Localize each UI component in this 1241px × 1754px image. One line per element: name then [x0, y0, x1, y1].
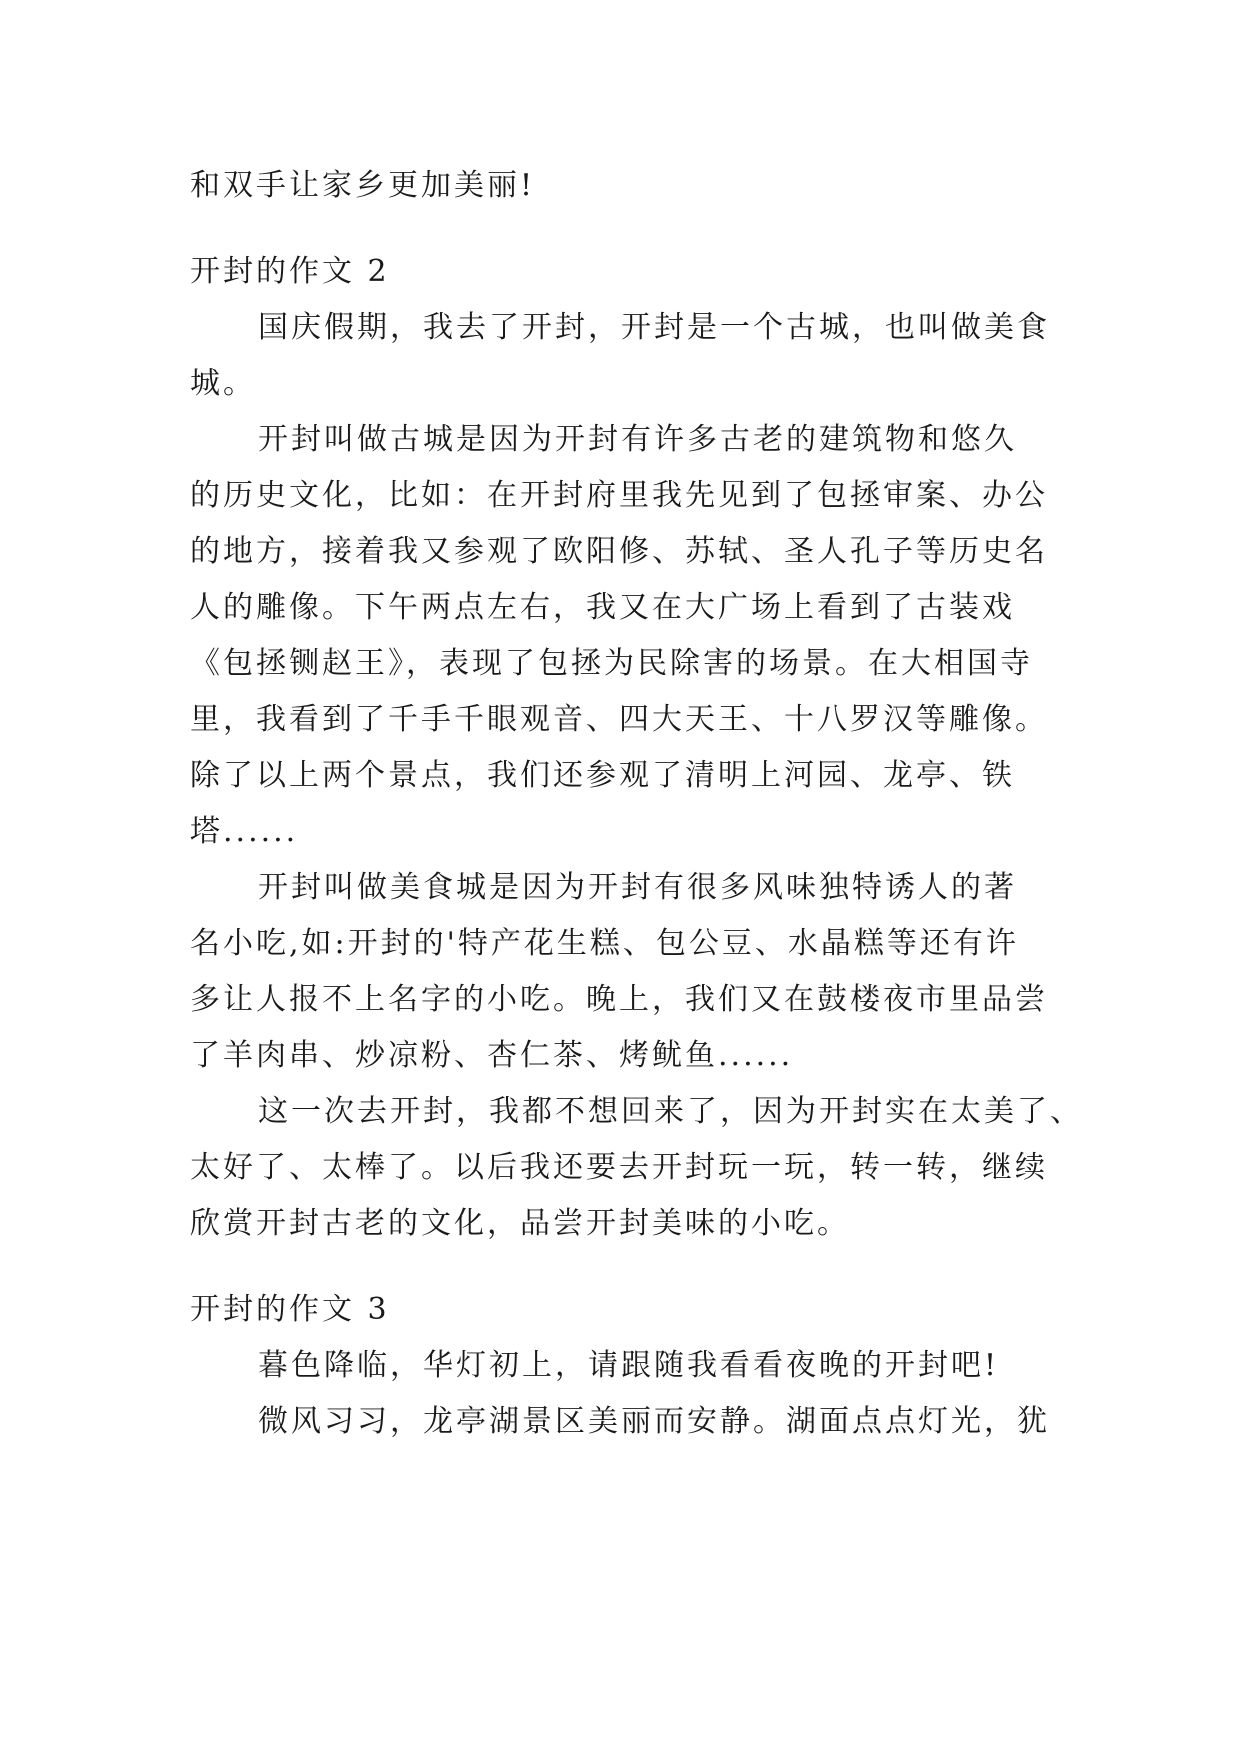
paragraph-line: 人的雕像。下午两点左右，我又在大广场上看到了古装戏	[190, 590, 1015, 625]
paragraph-line: 里，我看到了千手千眼观音、四大天王、十八罗汉等雕像。	[190, 702, 1048, 737]
section-heading: 开封的作文 3	[190, 1292, 390, 1327]
paragraph-line: 这一次去开封，我都不想回来了，因为开封实在太美了、	[258, 1094, 1083, 1129]
paragraph-line: 塔......	[190, 814, 299, 849]
text-line: 和双手让家乡更加美丽!	[190, 168, 536, 203]
paragraph-line: 名小吃,如:开封的'特产花生糕、包公豆、水晶糕等还有许	[190, 926, 1019, 961]
paragraph-line: 《包拯铡赵王》，表现了包拯为民除害的场景。在大相国寺	[190, 646, 1033, 681]
paragraph-line: 城。	[190, 366, 256, 401]
paragraph-line: 欣赏开封古老的文化，品尝开封美味的小吃。	[190, 1206, 850, 1241]
paragraph-line: 除了以上两个景点，我们还参观了清明上河园、龙亭、铁	[190, 758, 1015, 793]
paragraph-line: 开封叫做美食城是因为开封有很多风味独特诱人的著	[258, 870, 1017, 905]
paragraph-line: 了羊肉串、炒凉粉、杏仁茶、烤鱿鱼......	[190, 1038, 794, 1073]
paragraph-line: 的历史文化，比如：在开封府里我先见到了包拯审案、办公	[190, 478, 1048, 513]
paragraph-line: 暮色降临，华灯初上，请跟随我看看夜晚的开封吧!	[258, 1348, 1000, 1383]
paragraph-line: 开封叫做古城是因为开封有许多古老的建筑物和悠久	[258, 422, 1017, 457]
paragraph-line: 国庆假期，我去了开封，开封是一个古城，也叫做美食	[258, 310, 1050, 345]
section-heading: 开封的作文 2	[190, 254, 390, 289]
paragraph-line: 的地方，接着我又参观了欧阳修、苏轼、圣人孔子等历史名	[190, 534, 1048, 569]
paragraph-line: 多让人报不上名字的小吃。晚上，我们又在鼓楼夜市里品尝	[190, 982, 1048, 1017]
paragraph-line: 太好了、太棒了。以后我还要去开封玩一玩，转一转，继续	[190, 1150, 1048, 1185]
paragraph-line: 微风习习，龙亭湖景区美丽而安静。湖面点点灯光，犹	[258, 1404, 1050, 1439]
